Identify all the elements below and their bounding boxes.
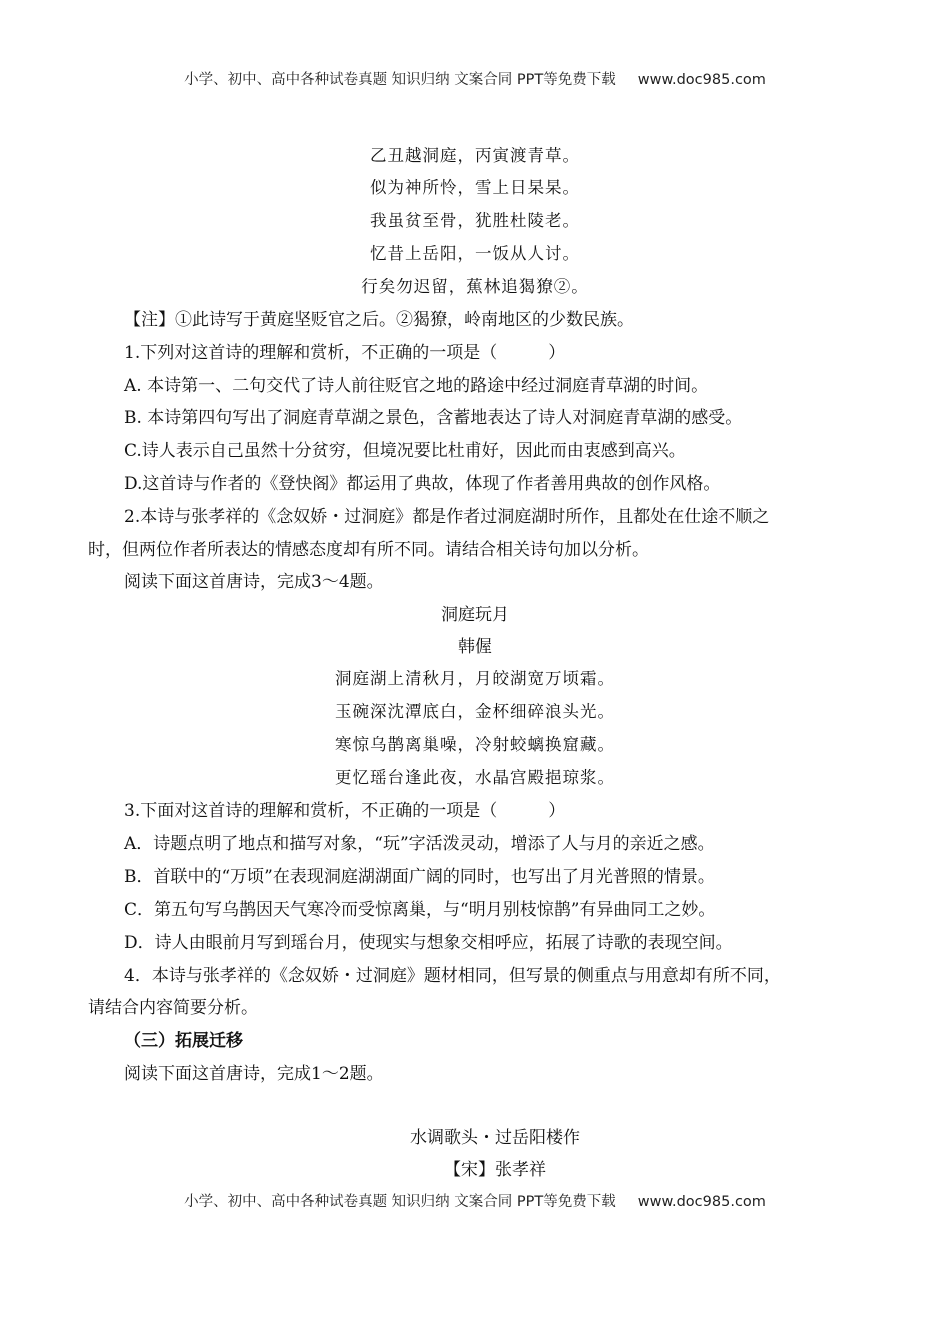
poem1-line-2: 似为神所怜，雪上日杲杲。 (370, 178, 580, 197)
poem1-line-1: 乙丑越洞庭，丙寅渡青草。 (370, 146, 580, 165)
poem1-line-5: 行矣勿迟留，蕉林追猲獠②。 (361, 277, 589, 296)
poem2-line-2: 玉碗深沈潭底白，金杯细碎浪头光。 (335, 702, 615, 721)
intro-q1-2: 阅读下面这首唐诗，完成1～2题。 (124, 1064, 384, 1084)
poem2-line-4: 更忆瑶台逢此夜，水晶宫殿挹琼浆。 (335, 768, 615, 787)
section-heading: （三）拓展迁移 (124, 1031, 243, 1051)
q1-option-d: D.这首诗与作者的《登快阁》都运用了典故，体现了作者善用典故的创作风格。 (124, 474, 721, 494)
header-site-link[interactable]: www.doc985.com (637, 72, 766, 88)
q4-line-1: 4．本诗与张孝祥的《念奴娇・过洞庭》题材相同，但写景的侧重点与用意却有所不同， (124, 966, 781, 986)
footer-site-link[interactable]: www.doc985.com (637, 1194, 766, 1210)
q3-option-b: B．首联中的“万顷”在表现洞庭湖湖面广阔的同时，也写出了月光普照的情景。 (124, 867, 715, 887)
q1-option-c: C.诗人表示自己虽然十分贫穷，但境况要比杜甫好，因此而由衷感到高兴。 (124, 441, 686, 461)
q1-option-a: A. 本诗第一、二句交代了诗人前往贬官之地的路途中经过洞庭青草湖的时间。 (124, 376, 709, 396)
poem3-author: 【宋】张孝祥 (444, 1160, 546, 1180)
poem2-title: 洞庭玩月 (441, 605, 509, 625)
q2-line-1: 2.本诗与张孝祥的《念奴娇・过洞庭》都是作者过洞庭湖时所作，且都处在仕途不顺之 (124, 507, 770, 527)
poem2-line-3: 寒惊乌鹊离巢噪，冷射蛟螭换窟藏。 (335, 735, 615, 754)
footer-text: 小学、初中、高中各种试卷真题 知识归纳 文案合同 PPT等免费下载 (184, 1194, 616, 1210)
poem2-line-1: 洞庭湖上清秋月，月皎湖宽万顷霜。 (335, 669, 615, 688)
q4-line-2: 请结合内容简要分析。 (88, 998, 258, 1018)
poem3-title: 水调歌头・过岳阳楼作 (410, 1128, 580, 1148)
poem1-line-4: 忆昔上岳阳，一饭从人讨。 (370, 244, 580, 263)
poem1-note: 【注】①此诗写于黄庭坚贬官之后。②猲獠，岭南地区的少数民族。 (124, 310, 634, 330)
q3-option-c: C．第五句写乌鹊因天气寒冷而受惊离巢，与“明月别枝惊鹊”有异曲同工之妙。 (124, 900, 716, 920)
q2-line-2: 时，但两位作者所表达的情感态度却有所不同。请结合相关诗句加以分析。 (88, 540, 649, 560)
page-header (0, 68, 950, 89)
q1-stem: 1.下列对这首诗的理解和赏析，不正确的一项是（ ） (124, 343, 566, 363)
page-footer (0, 1190, 950, 1211)
poem2-author: 韩偓 (458, 637, 492, 657)
intro-q3-4: 阅读下面这首唐诗，完成3～4题。 (124, 572, 384, 592)
header-text: 小学、初中、高中各种试卷真题 知识归纳 文案合同 PPT等免费下载 (184, 72, 616, 88)
q3-stem: 3.下面对这首诗的理解和赏析，不正确的一项是（ ） (124, 801, 566, 821)
poem1-line-3: 我虽贫至骨，犹胜杜陵老。 (370, 211, 580, 230)
q3-option-d: D．诗人由眼前月写到瑶台月，使现实与想象交相呼应，拓展了诗歌的表现空间。 (124, 933, 733, 953)
q3-option-a: A．诗题点明了地点和描写对象，“玩”字活泼灵动，增添了人与月的亲近之感。 (124, 834, 715, 854)
q1-option-b: B. 本诗第四句写出了洞庭青草湖之景色，含蓄地表达了诗人对洞庭青草湖的感受。 (124, 408, 743, 428)
